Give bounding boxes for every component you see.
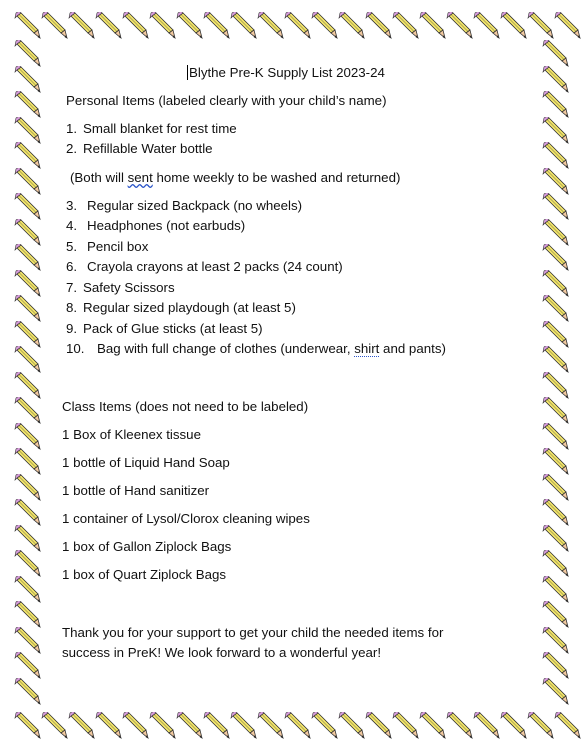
list-item-number: 5. bbox=[66, 239, 78, 254]
list-item-number: 7. bbox=[66, 280, 78, 295]
list-item-number: 10. bbox=[66, 341, 85, 356]
list-item bbox=[66, 280, 175, 296]
list-item-number: 3. bbox=[66, 198, 78, 213]
list-item-text: and pants) bbox=[379, 341, 446, 356]
list-item-text: Safety Scissors bbox=[83, 280, 175, 295]
thank-you-line: Thank you for your support to get your child the needed items for bbox=[62, 625, 444, 640]
wash-note bbox=[70, 170, 400, 186]
class-list-item: 1 box of Gallon Ziplock Bags bbox=[62, 539, 232, 554]
class-list-item: 1 box of Quart Ziplock Bags bbox=[62, 567, 227, 582]
list-item bbox=[66, 198, 302, 214]
list-item-text: Refillable Water bottle bbox=[83, 141, 213, 156]
note-text: (Both will bbox=[70, 170, 128, 185]
personal-items-heading: Personal Items (labeled clearly with your child’s name) bbox=[66, 93, 387, 108]
list-item-text: Crayola crayons at least 2 packs (24 count) bbox=[87, 259, 343, 274]
list-item bbox=[66, 341, 446, 357]
list-item bbox=[66, 239, 148, 255]
list-item-number: 9. bbox=[66, 321, 78, 336]
page-title bbox=[187, 65, 385, 81]
list-item bbox=[66, 321, 263, 337]
list-item-text: Headphones (not earbuds) bbox=[87, 218, 246, 233]
thank-you-line: success in PreK! We look forward to a wonderful year! bbox=[62, 645, 382, 660]
list-item bbox=[66, 259, 343, 275]
note-text: home weekly to be washed and returned) bbox=[152, 170, 401, 185]
list-item-number: 8. bbox=[66, 300, 78, 315]
page-title-text: Blythe Pre-K Supply List 2023-24 bbox=[189, 65, 385, 80]
list-item bbox=[66, 300, 296, 316]
list-item-text: Bag with full change of clothes (underwear, bbox=[97, 341, 355, 356]
list-item-number: 1. bbox=[66, 121, 78, 136]
text-cursor bbox=[187, 65, 188, 80]
class-items-heading: Class Items (does not need to be labeled) bbox=[62, 399, 309, 414]
list-item-number: 6. bbox=[66, 259, 78, 274]
class-list-item: 1 container of Lysol/Clorox cleaning wipes bbox=[62, 511, 310, 526]
list-item-text: Pencil box bbox=[87, 239, 149, 254]
list-item-number: 4. bbox=[66, 218, 78, 233]
list-item bbox=[66, 141, 213, 157]
list-item bbox=[66, 121, 237, 137]
list-item-text: Regular sized playdough (at least 5) bbox=[83, 300, 296, 315]
list-item bbox=[66, 218, 245, 234]
list-item-underlined-word: shirt bbox=[354, 341, 380, 356]
class-list-item: 1 bottle of Liquid Hand Soap bbox=[62, 455, 230, 470]
list-item-text: Pack of Glue sticks (at least 5) bbox=[83, 321, 263, 336]
class-list-item: 1 bottle of Hand sanitizer bbox=[62, 483, 210, 498]
class-list-item: 1 Box of Kleenex tissue bbox=[62, 427, 201, 442]
list-item-text: Small blanket for rest time bbox=[83, 121, 237, 136]
list-item-text: Regular sized Backpack (no wheels) bbox=[87, 198, 303, 213]
note-underlined-word: sent bbox=[127, 170, 153, 185]
list-item-number: 2. bbox=[66, 141, 78, 156]
